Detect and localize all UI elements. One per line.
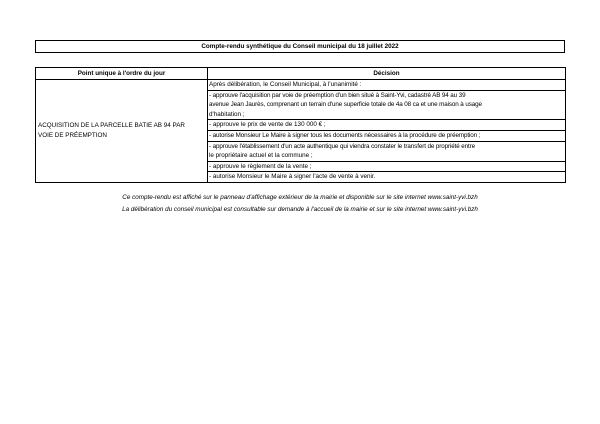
decision-line: le propriétaire actuel et la commune ; [209,152,313,160]
decision-line: avenue Jean Jaurès, comprenant un terrain d'une superficie totale de 4a 08 ca et une maison à usage [209,101,482,109]
agenda-point-cell [36,80,208,183]
decision-line: - approuve l'acquisition par voie de préemption d'un bien situé à Saint-Yvi, cadastré AB 94 au 39 [208,90,565,101]
decision-line: - autorise Monsieur le Maire à signer l'acte de vente à venir. [208,171,565,182]
header-point: Point unique à l'ordre du jour [36,68,208,80]
decision-line: Après délibération, le Conseil Municipal, à l'unanimité : [209,81,362,88]
decision-line: - approuve l'établissement d'un acte authentique qui viendra constater le transfert de propriété entre [208,141,565,152]
decision-line: - approuve le règlement de la vente ; [208,161,565,172]
table-header-row [36,68,566,80]
decision-cell [208,80,566,183]
agenda-point-line: VOIE DE PRÉEMPTION [38,131,107,139]
header-decision: Décision [208,68,566,80]
agenda-point-line: ACQUISITION DE LA PARCELLE BATIE AB 94 PAR [38,122,185,130]
decision-line: - approuve le prix de vente de 130 000 € ; [208,119,565,130]
document-title-box [35,40,565,53]
footer-notice-line: Ce compte-rendu est affiché sur le panneau d'affichage extérieur de la mairie et disponible sur le site internet www.saint-yvi.bzh [122,194,478,201]
footer-notice-line: La délibération du conseil municipal est consultable sur demande à l'accueil de la mairie et sur le site internet www.saint-yvi.bzh [122,206,478,213]
document-title: Compte-rendu synthétique du Conseil municipal du 18 juillet 2022 [201,43,399,50]
decision-line: d'habitation ; [209,110,245,118]
decision-line: - autorise Monsieur Le Maire à signer tous les documents nécessaires à la procédure de préemption ; [208,130,565,141]
agenda-table [35,67,566,183]
table-row [36,80,566,183]
